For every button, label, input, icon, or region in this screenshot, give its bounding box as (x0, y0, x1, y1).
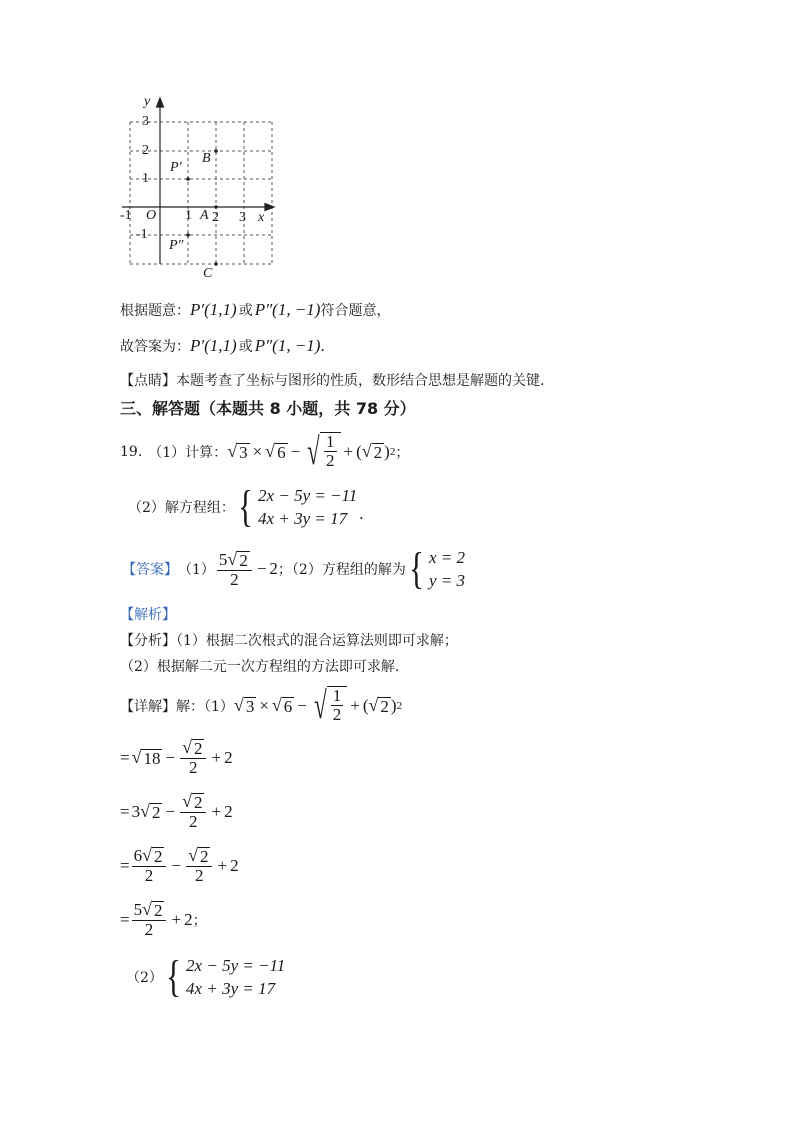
y-tick-neg1: -1 (136, 227, 148, 242)
y-axis-label: y (144, 94, 151, 109)
x-tick-3: 3 (239, 210, 246, 225)
label-p-prime: P′ (170, 160, 182, 175)
label-p-double-prime: P″ (169, 238, 184, 253)
detail-line: 【详解】解：（1） √ 3 × √ 6 − √ $\frac{1}{2}$ + ( √ 2 ) 2 (120, 685, 403, 727)
q19-part2: （2）解方程组： { 2x − 5y = −11 4x + 3y = 17 . (128, 482, 364, 531)
detail-step-3: = 6 √ 2 2 − √ 2 2 + 2 (120, 845, 239, 885)
x-tick-neg1: -1 (120, 208, 132, 223)
analysis-label: 【解析】 (120, 607, 176, 623)
fenxi-line-1: 【分析】（1）根据二次根式的混合运算法则即可求解； (120, 633, 458, 649)
section-heading: 三、解答题（本题共 8 小题，共 78 分） (120, 399, 416, 418)
conclusion-line-1: 根据题意： P′(1,1) 或 P″(1, −1) 符合题意， (120, 300, 391, 319)
q19-eq1: 2x − 5y = −11 (258, 486, 358, 505)
y-tick-1: 1 (142, 171, 149, 186)
answer-line: 【答案】 （1） 5 √ 2 2 − 2 ；（2）方程组的解为 { x = 2 y = 3 (122, 544, 465, 593)
q19-expression: √ 3 × √ 6 − √ $\frac{1}{2}$ + ( √ 2 ) 2 (227, 431, 396, 473)
detail-step-1: = √ 18 − √ 2 2 + 2 (120, 737, 233, 777)
answer-value-1: 5 √ 2 2 − 2 (218, 548, 278, 589)
q19-eq2: 4x + 3y = 17 (258, 509, 348, 528)
answer-label: 【答案】 (122, 562, 178, 578)
y-tick-2: 2 (142, 143, 149, 158)
q19-part1: 19. （1）计算： √ 3 × √ 6 − √ $\frac{1}{2}$ + ( √ 2 ) 2 ； (120, 431, 410, 473)
detail-step-4: = 5 √ 2 2 + 2 ； (120, 899, 207, 939)
detail-part2: （2） { 2x − 5y = −11 4x + 3y = 17 (126, 952, 286, 1001)
y-tick-3: 3 (142, 114, 149, 129)
fenxi-line-2: （2）根据解二元一次方程组的方法即可求解. (120, 659, 400, 675)
label-b: B (202, 151, 211, 166)
key-point-comment: 【点睛】本题考查了坐标与图形的性质，数形结合思想是解题的关键. (120, 373, 545, 389)
conclusion-line-2: 故答案为： P′(1,1) 或 P″(1, −1) . (120, 336, 325, 355)
x-axis-label: x (258, 210, 265, 225)
x-tick-2: 2 (212, 210, 219, 225)
origin-label: O (146, 208, 157, 223)
detail-step-2: = 3 √ 2 − √ 2 2 + 2 (120, 791, 233, 831)
label-a: A (200, 208, 209, 223)
x-tick-1: 1 (185, 208, 192, 223)
label-c: C (203, 266, 213, 281)
